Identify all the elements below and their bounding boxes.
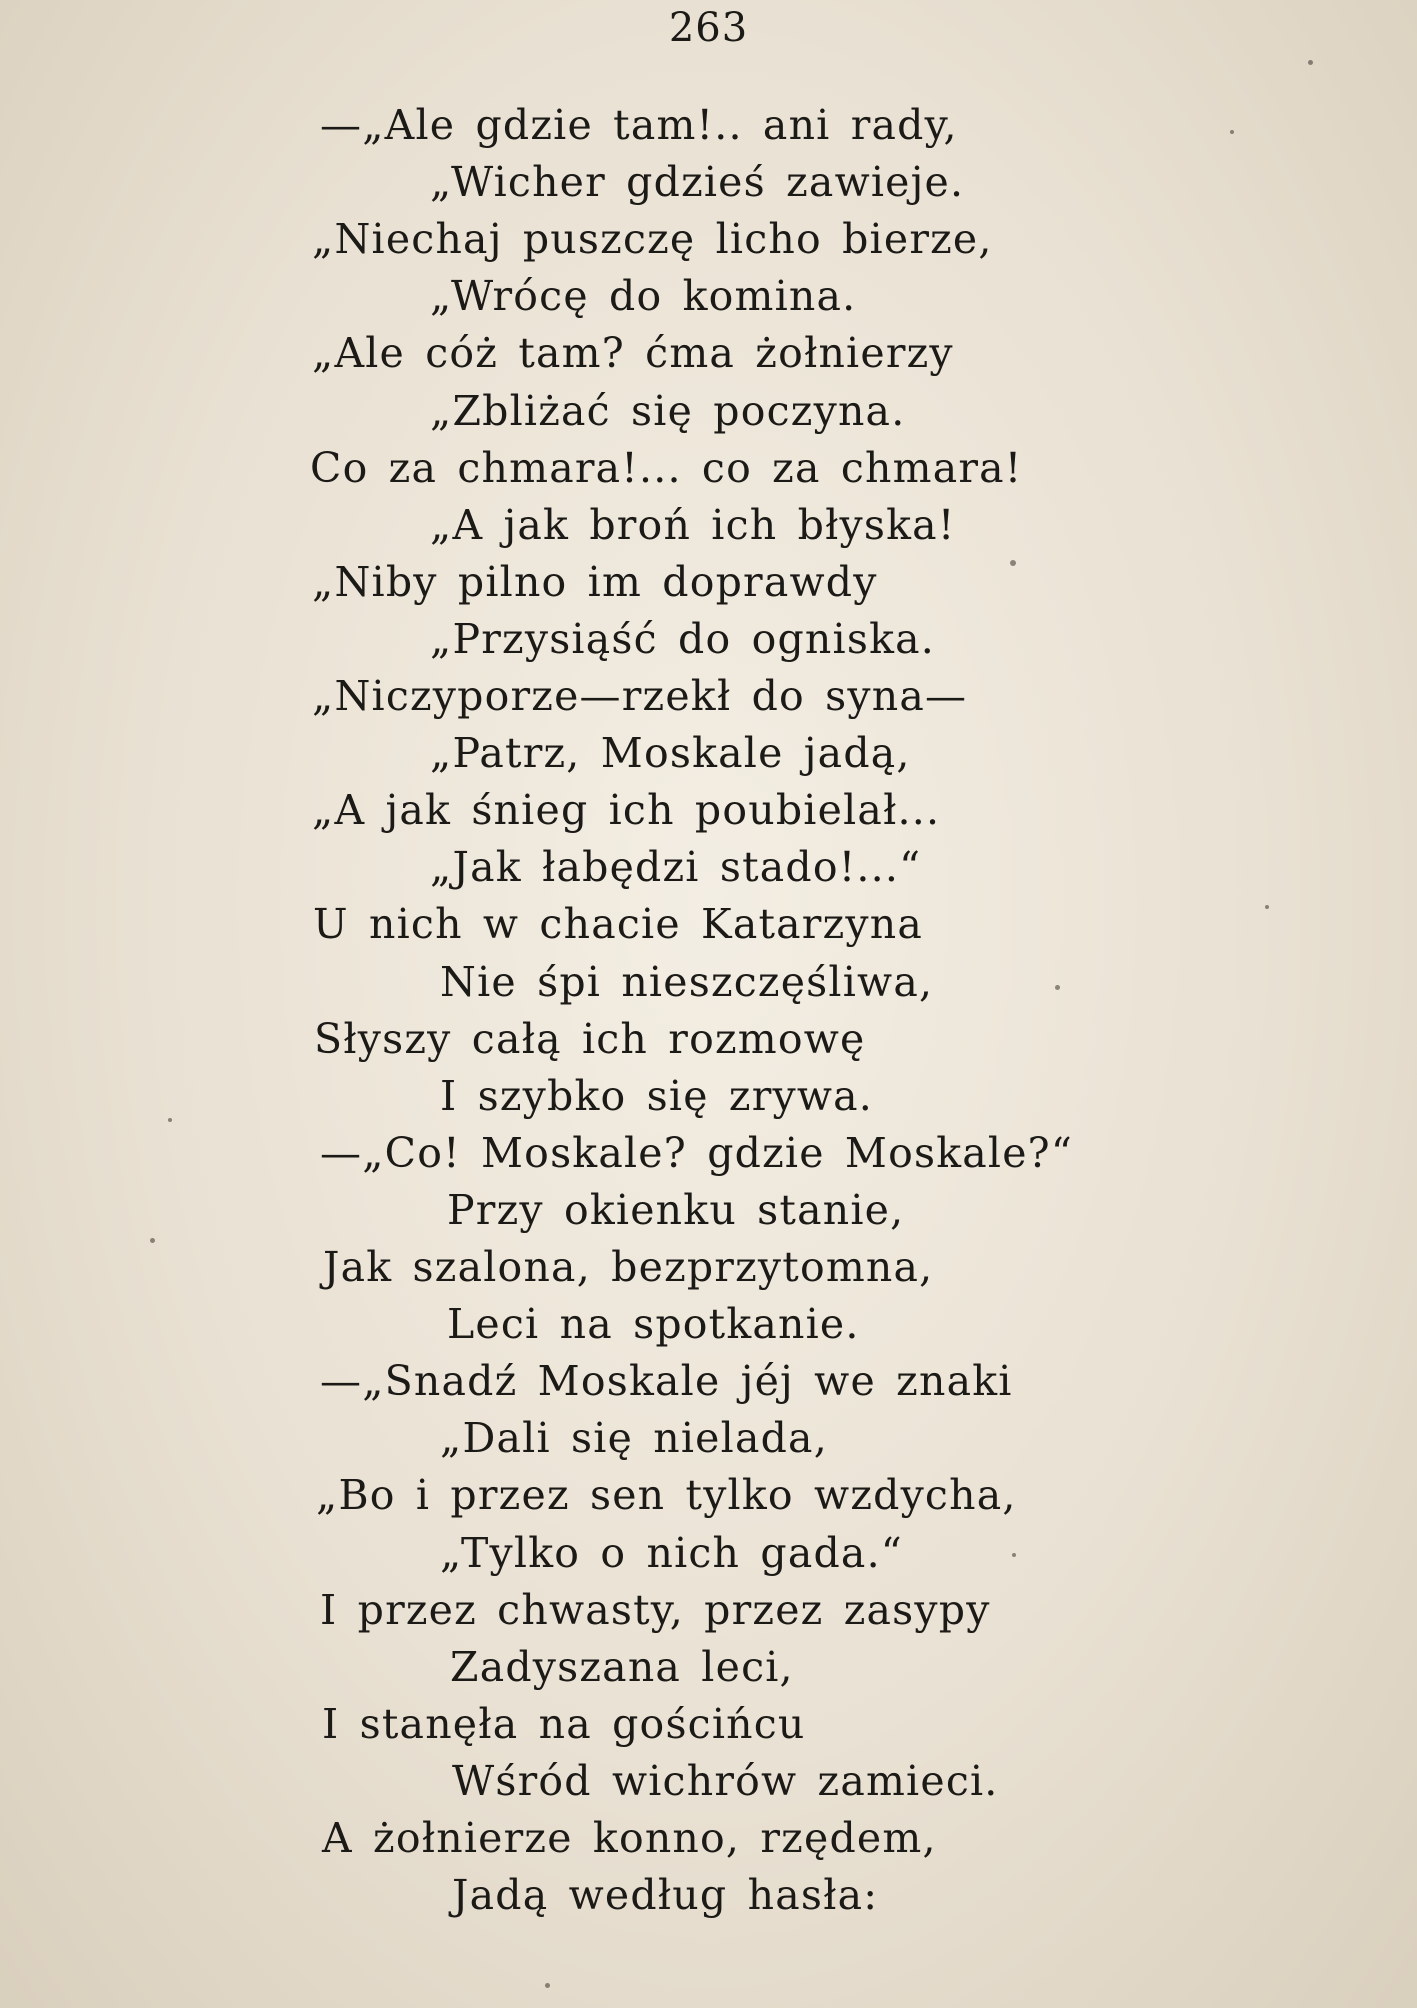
paper-speck	[1230, 130, 1234, 134]
poem-line: I stanęła na gościńcu	[322, 1700, 806, 1748]
poem-line: Jak szalona, bezprzytomna,	[323, 1243, 934, 1291]
poem-line: „Zbliżać się poczyna.	[430, 387, 906, 435]
poem-line: „Wrócę do komina.	[430, 272, 857, 320]
poem-line: „Niby pilno im doprawdy	[312, 558, 878, 606]
poem-line: „Patrz, Moskale jadą,	[430, 729, 911, 777]
poem-line: „Wicher gdzieś zawieje.	[430, 158, 965, 206]
paper-speck	[1055, 985, 1060, 990]
poem-line: Słyszy całą ich rozmowę	[314, 1015, 866, 1063]
poem-line: Leci na spotkanie.	[447, 1300, 860, 1348]
poem-line: „Niechaj puszczę licho bierze,	[312, 215, 993, 263]
paper-speck	[1308, 60, 1313, 65]
poem-line: „Przysiąść do ogniska.	[430, 615, 935, 663]
paper-speck	[168, 1118, 172, 1122]
poem-line: „Niczyporze—rzekł do syna—	[312, 672, 968, 720]
paper-speck	[1010, 560, 1016, 566]
poem-line: Jadą według hasła:	[452, 1871, 879, 1919]
poem-line: —„Snadź Moskale jéj we znaki	[320, 1357, 1013, 1405]
poem-line: Zadyszana leci,	[450, 1643, 794, 1691]
poem-line: —„Co! Moskale? gdzie Moskale?“	[320, 1129, 1074, 1177]
paper-speck	[1012, 1553, 1016, 1557]
page-number: 263	[668, 5, 749, 51]
poem-line: U nich w chacie Katarzyna	[313, 900, 924, 948]
poem-line: Co za chmara!... co za chmara!	[310, 444, 1023, 492]
paper-speck	[150, 1238, 155, 1243]
poem-line: Wśród wichrów zamieci.	[452, 1757, 999, 1805]
poem-line: „Bo i przez sen tylko wzdycha,	[316, 1471, 1017, 1519]
poem-line: Przy okienku stanie,	[447, 1186, 905, 1234]
poem-line: A żołnierze konno, rzędem,	[322, 1814, 937, 1862]
poem-line: „Jak łabędzi stado!...“	[430, 843, 922, 891]
poem-line: I szybko się zrywa.	[440, 1072, 874, 1120]
poem-line: „A jak śnieg ich poubielał...	[312, 786, 941, 834]
poem-line: „Ale cóż tam? ćma żołnierzy	[312, 329, 954, 377]
poem-line: „Dali się nielada,	[440, 1414, 828, 1462]
poem-line: „A jak broń ich błyska!	[430, 501, 956, 549]
poem-line: Nie śpi nieszczęśliwa,	[440, 958, 934, 1006]
poem-line: —„Ale gdzie tam!.. ani rady,	[320, 101, 958, 149]
poem-line: „Tylko o nich gada.“	[440, 1529, 903, 1577]
paper-speck	[1265, 905, 1269, 909]
paper-speck	[545, 1983, 550, 1988]
poem-line: I przez chwasty, przez zasypy	[320, 1586, 991, 1634]
